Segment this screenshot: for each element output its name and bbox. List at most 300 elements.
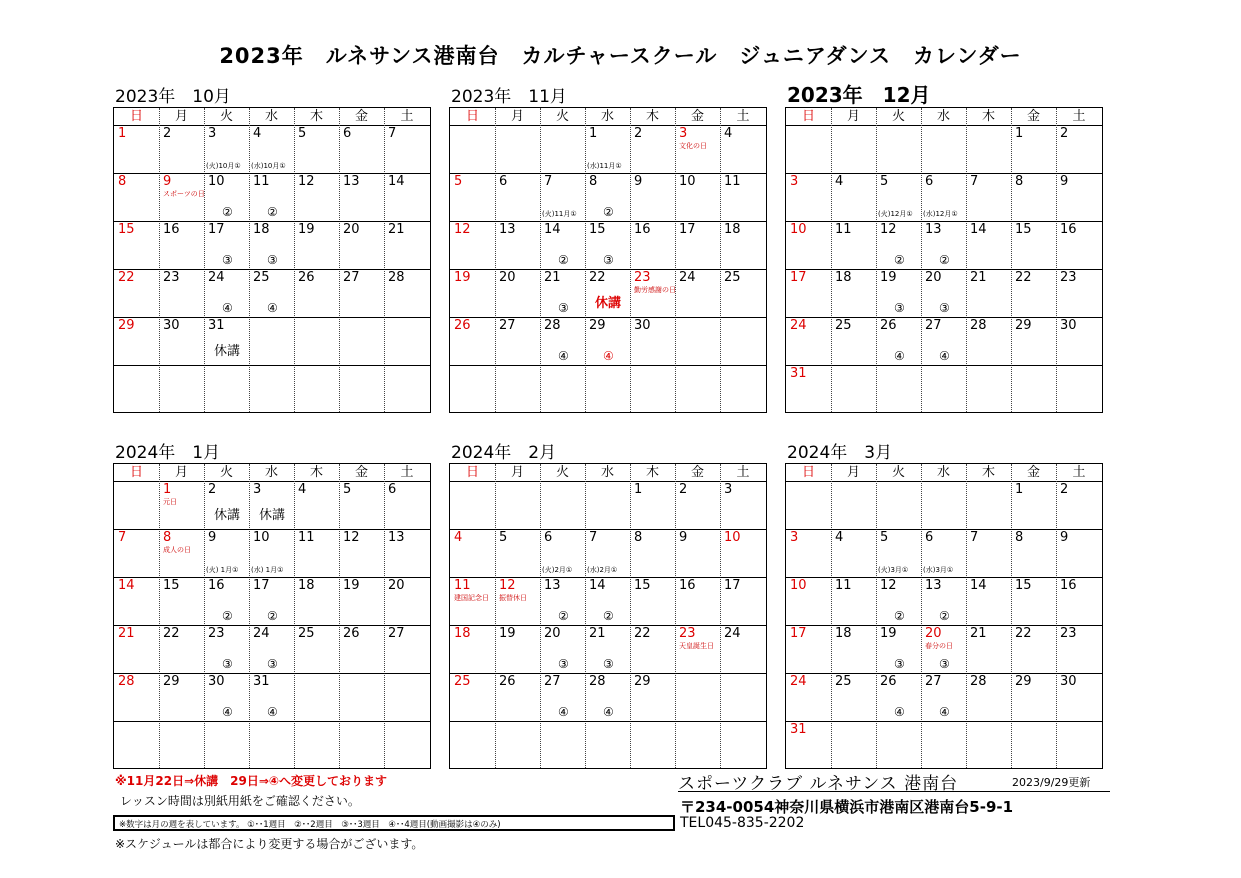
weekday-label: 土 — [400, 109, 414, 124]
day-number: 7 — [970, 530, 979, 545]
first-week-label: (水)3月① — [923, 566, 954, 574]
day-number: 14 — [970, 222, 987, 237]
holiday-label: スポーツの日 — [163, 190, 205, 198]
day-number: 30 — [634, 318, 651, 333]
day-cell — [159, 673, 204, 721]
week-number-mark: ③ — [558, 301, 569, 315]
day-cell — [339, 625, 384, 673]
day-cell — [495, 625, 540, 673]
weekday-label: 木 — [645, 465, 659, 480]
day-cell — [966, 221, 1011, 269]
day-cell — [786, 625, 831, 673]
day-cell — [114, 529, 159, 577]
day-number: 3 — [790, 530, 799, 545]
day-number: 11 — [835, 578, 852, 593]
day-cell — [966, 673, 1011, 721]
day-cell — [1056, 625, 1102, 673]
day-number: 8 — [118, 174, 127, 189]
week-number-mark: ④ — [894, 349, 905, 363]
week-number-mark: ④ — [558, 705, 569, 719]
day-cell — [876, 221, 921, 269]
week-number-mark: ④ — [939, 349, 950, 363]
day-number: 25 — [835, 674, 852, 689]
day-number: 12 — [880, 578, 897, 593]
day-number: 29 — [118, 318, 135, 333]
day-cell — [450, 577, 495, 625]
weekday-label: 金 — [1026, 465, 1040, 480]
day-number: 22 — [1015, 626, 1032, 641]
day-number: 8 — [634, 530, 643, 545]
day-cell — [249, 173, 294, 221]
day-number: 23 — [1060, 270, 1077, 285]
weekday-label: 木 — [981, 109, 995, 124]
weekday-label: 水 — [600, 109, 614, 124]
row-divider — [114, 721, 430, 722]
weekday-header — [786, 108, 1102, 126]
day-number: 3 — [790, 174, 799, 189]
day-cell — [294, 481, 339, 529]
day-number: 20 — [925, 626, 942, 641]
day-number: 2 — [163, 126, 172, 141]
day-number: 23 — [208, 626, 225, 641]
weekday-label: 木 — [309, 465, 323, 480]
day-cell — [786, 269, 831, 317]
day-number: 26 — [298, 270, 315, 285]
day-number: 28 — [544, 318, 561, 333]
month-calendar — [449, 463, 767, 769]
week-number-mark: ③ — [267, 657, 278, 671]
day-cell — [495, 221, 540, 269]
day-cell — [675, 173, 720, 221]
weekday-label: 金 — [690, 109, 704, 124]
day-number: 24 — [208, 270, 225, 285]
day-cell — [831, 221, 876, 269]
day-cell — [786, 317, 831, 365]
first-week-label: (火)12月① — [878, 210, 913, 218]
day-cell — [450, 673, 495, 721]
holiday-label: 天皇誕生日 — [679, 642, 714, 650]
day-number: 26 — [499, 674, 516, 689]
day-cell — [384, 577, 430, 625]
day-cell — [1056, 529, 1102, 577]
day-number: 15 — [1015, 578, 1032, 593]
day-number: 4 — [835, 530, 844, 545]
weekday-label: 日 — [801, 465, 815, 480]
day-number: 6 — [499, 174, 508, 189]
day-number: 19 — [880, 626, 897, 641]
day-cell — [159, 481, 204, 529]
day-number: 11 — [835, 222, 852, 237]
day-cell — [921, 577, 966, 625]
day-number: 13 — [925, 578, 942, 593]
day-number: 17 — [724, 578, 741, 593]
day-number: 5 — [880, 530, 889, 545]
day-cell — [204, 221, 249, 269]
week-number-mark: ③ — [222, 253, 233, 267]
day-number: 2 — [208, 482, 217, 497]
day-cell — [630, 529, 675, 577]
day-cell — [585, 577, 630, 625]
day-cell — [540, 673, 585, 721]
day-cell — [966, 577, 1011, 625]
day-cell — [540, 221, 585, 269]
weekday-label: 水 — [936, 465, 950, 480]
weekday-label: 日 — [801, 109, 815, 124]
day-cell — [921, 529, 966, 577]
day-number: 19 — [298, 222, 315, 237]
day-number: 12 — [454, 222, 471, 237]
day-cell — [630, 317, 675, 365]
month-title: 2024年 3月 — [787, 443, 893, 463]
holiday-label: 元日 — [163, 498, 177, 506]
day-cell — [585, 221, 630, 269]
closed-label: 休講 — [214, 508, 241, 523]
day-number: 27 — [388, 626, 405, 641]
day-cell — [585, 317, 630, 365]
change-notice: ※11月22日⇒休講 29日⇒④へ変更しております — [115, 774, 388, 788]
weekday-label: 月 — [846, 465, 860, 480]
day-number: 28 — [970, 318, 987, 333]
day-number: 16 — [1060, 578, 1077, 593]
first-week-label: (火)11月① — [542, 210, 577, 218]
day-number: 13 — [499, 222, 516, 237]
day-number: 10 — [208, 174, 225, 189]
day-cell — [876, 269, 921, 317]
row-divider — [114, 365, 430, 366]
week-number-mark: ③ — [894, 657, 905, 671]
week-number-mark: ② — [558, 253, 569, 267]
day-cell — [831, 317, 876, 365]
weekday-label: 水 — [600, 465, 614, 480]
day-cell — [450, 317, 495, 365]
day-cell — [921, 625, 966, 673]
day-cell — [630, 481, 675, 529]
day-cell — [966, 529, 1011, 577]
week-number-mark: ③ — [603, 253, 614, 267]
day-cell — [876, 673, 921, 721]
day-number: 22 — [589, 270, 606, 285]
week-number-mark: ③ — [267, 253, 278, 267]
day-cell — [675, 125, 720, 173]
day-number: 17 — [253, 578, 270, 593]
day-number: 1 — [1015, 482, 1024, 497]
day-number: 25 — [724, 270, 741, 285]
month-calendar — [785, 463, 1103, 769]
weekday-label: 月 — [510, 465, 524, 480]
week-number-mark: ② — [894, 253, 905, 267]
weekday-label: 水 — [936, 109, 950, 124]
club-name: スポーツクラブ ルネサンス 港南台 — [678, 774, 959, 794]
day-number: 28 — [118, 674, 135, 689]
holiday-label: 振替休日 — [499, 594, 527, 602]
day-number: 23 — [634, 270, 651, 285]
day-number: 27 — [544, 674, 561, 689]
day-number: 10 — [253, 530, 270, 545]
day-number: 30 — [1060, 674, 1077, 689]
day-cell — [294, 221, 339, 269]
day-cell — [1011, 529, 1056, 577]
weekday-label: 火 — [891, 109, 905, 124]
day-cell — [921, 269, 966, 317]
day-number: 12 — [343, 530, 360, 545]
day-number: 5 — [880, 174, 889, 189]
day-number: 30 — [1060, 318, 1077, 333]
day-cell — [720, 125, 766, 173]
week-number-mark: ② — [894, 609, 905, 623]
day-cell — [831, 529, 876, 577]
day-number: 20 — [388, 578, 405, 593]
day-number: 21 — [970, 270, 987, 285]
weekday-header — [114, 108, 430, 126]
day-number: 19 — [880, 270, 897, 285]
day-cell — [450, 529, 495, 577]
day-cell — [450, 625, 495, 673]
day-number: 18 — [298, 578, 315, 593]
day-number: 21 — [970, 626, 987, 641]
day-cell — [159, 529, 204, 577]
week-number-mark: ③ — [894, 301, 905, 315]
day-cell — [114, 221, 159, 269]
day-cell — [204, 173, 249, 221]
day-cell — [786, 221, 831, 269]
day-cell — [114, 173, 159, 221]
day-cell — [966, 173, 1011, 221]
day-cell — [204, 125, 249, 173]
holiday-label: 成人の日 — [163, 546, 191, 554]
day-number: 29 — [634, 674, 651, 689]
day-cell — [450, 269, 495, 317]
day-cell — [1056, 577, 1102, 625]
day-number: 27 — [499, 318, 516, 333]
day-cell — [675, 481, 720, 529]
day-number: 9 — [1060, 530, 1069, 545]
day-cell — [540, 173, 585, 221]
day-cell — [339, 269, 384, 317]
day-cell — [630, 577, 675, 625]
day-number: 27 — [343, 270, 360, 285]
day-number: 14 — [544, 222, 561, 237]
weekday-label: 土 — [1072, 465, 1086, 480]
day-cell — [294, 125, 339, 173]
day-number: 9 — [634, 174, 643, 189]
day-cell — [339, 577, 384, 625]
day-number: 23 — [163, 270, 180, 285]
first-week-label: (火)10月① — [206, 162, 241, 170]
day-cell — [966, 317, 1011, 365]
day-cell — [540, 317, 585, 365]
day-number: 10 — [790, 222, 807, 237]
day-number: 1 — [163, 482, 172, 497]
day-cell — [159, 317, 204, 365]
day-number: 25 — [253, 270, 270, 285]
day-number: 14 — [388, 174, 405, 189]
day-cell — [249, 673, 294, 721]
day-number: 3 — [724, 482, 733, 497]
week-number-mark: ④ — [222, 705, 233, 719]
day-number: 18 — [253, 222, 270, 237]
day-number: 5 — [343, 482, 352, 497]
day-number: 5 — [499, 530, 508, 545]
day-cell — [630, 173, 675, 221]
day-cell — [114, 317, 159, 365]
day-cell — [339, 481, 384, 529]
weekday-label: 火 — [555, 465, 569, 480]
month-calendar — [785, 107, 1103, 413]
day-cell — [159, 269, 204, 317]
weekday-label: 金 — [690, 465, 704, 480]
weekday-header — [114, 464, 430, 482]
day-number: 19 — [343, 578, 360, 593]
day-number: 14 — [970, 578, 987, 593]
lesson-time-note: レッスン時間は別紙用紙をご確認ください。 — [120, 794, 360, 808]
day-cell — [114, 269, 159, 317]
week-number-mark: ③ — [939, 301, 950, 315]
day-number: 13 — [388, 530, 405, 545]
day-cell — [384, 625, 430, 673]
weekday-label: 月 — [510, 109, 524, 124]
month-title: 2023年 10月 — [115, 87, 231, 107]
day-cell — [786, 577, 831, 625]
day-cell — [159, 173, 204, 221]
schedule-change-note: ※スケジュールは都合により変更する場合がございます。 — [115, 837, 424, 851]
day-number: 2 — [1060, 482, 1069, 497]
day-number: 30 — [208, 674, 225, 689]
day-cell — [585, 173, 630, 221]
day-cell — [630, 673, 675, 721]
day-cell — [1056, 269, 1102, 317]
week-number-mark: ② — [558, 609, 569, 623]
weekday-header — [450, 464, 766, 482]
day-cell — [204, 529, 249, 577]
weekday-header — [450, 108, 766, 126]
day-cell — [1056, 481, 1102, 529]
day-cell — [1011, 125, 1056, 173]
weekday-label: 水 — [264, 109, 278, 124]
day-cell — [786, 365, 831, 413]
day-number: 10 — [724, 530, 741, 545]
day-cell — [1011, 625, 1056, 673]
day-cell — [786, 529, 831, 577]
day-number: 21 — [589, 626, 606, 641]
weekday-label: 火 — [219, 465, 233, 480]
day-number: 29 — [163, 674, 180, 689]
weekday-label: 土 — [400, 465, 414, 480]
day-number: 19 — [499, 626, 516, 641]
day-cell — [294, 625, 339, 673]
month-title: 2024年 2月 — [451, 443, 557, 463]
day-number: 24 — [790, 674, 807, 689]
day-number: 7 — [970, 174, 979, 189]
day-number: 26 — [343, 626, 360, 641]
day-cell — [159, 577, 204, 625]
day-number: 27 — [925, 318, 942, 333]
week-number-mark: ④ — [558, 349, 569, 363]
first-week-label: (火)3月① — [878, 566, 909, 574]
day-cell — [720, 173, 766, 221]
week-number-mark: ③ — [939, 657, 950, 671]
day-cell — [675, 221, 720, 269]
month-title: 2023年 12月 — [787, 83, 931, 107]
week-number-mark: ④ — [603, 349, 614, 363]
day-cell — [249, 269, 294, 317]
day-number: 3 — [679, 126, 688, 141]
month-title: 2024年 1月 — [115, 443, 221, 463]
day-cell — [630, 125, 675, 173]
day-number: 22 — [163, 626, 180, 641]
day-cell — [585, 673, 630, 721]
day-number: 20 — [343, 222, 360, 237]
day-number: 27 — [925, 674, 942, 689]
day-number: 7 — [118, 530, 127, 545]
day-number: 15 — [163, 578, 180, 593]
day-number: 28 — [388, 270, 405, 285]
first-week-label: (水) 1月① — [251, 566, 284, 574]
day-cell — [384, 125, 430, 173]
day-number: 31 — [790, 722, 807, 737]
day-cell — [249, 125, 294, 173]
day-cell — [204, 317, 249, 365]
day-number: 16 — [163, 222, 180, 237]
first-week-label: (火)2月① — [542, 566, 573, 574]
weekday-label: 日 — [129, 465, 143, 480]
day-cell — [1011, 317, 1056, 365]
day-cell — [876, 625, 921, 673]
day-cell — [831, 673, 876, 721]
day-number: 3 — [253, 482, 262, 497]
day-number: 6 — [343, 126, 352, 141]
day-number: 20 — [925, 270, 942, 285]
week-number-mark: ② — [222, 205, 233, 219]
updated-date: 2023/9/29更新 — [1012, 776, 1091, 789]
day-number: 4 — [724, 126, 733, 141]
day-number: 26 — [454, 318, 471, 333]
day-cell — [831, 173, 876, 221]
day-number: 8 — [163, 530, 172, 545]
week-number-mark: ③ — [222, 657, 233, 671]
day-number: 8 — [589, 174, 598, 189]
day-cell — [921, 673, 966, 721]
day-number: 17 — [208, 222, 225, 237]
day-cell — [540, 269, 585, 317]
day-number: 1 — [1015, 126, 1024, 141]
day-number: 6 — [544, 530, 553, 545]
closed-label: 休講 — [214, 344, 241, 359]
weekday-label: 金 — [1026, 109, 1040, 124]
day-cell — [159, 625, 204, 673]
week-number-mark: ④ — [222, 301, 233, 315]
day-number: 30 — [163, 318, 180, 333]
day-number: 1 — [589, 126, 598, 141]
day-number: 15 — [589, 222, 606, 237]
day-number: 7 — [589, 530, 598, 545]
day-number: 22 — [634, 626, 651, 641]
day-number: 15 — [634, 578, 651, 593]
week-number-mark: ③ — [603, 657, 614, 671]
day-number: 9 — [163, 174, 172, 189]
weekday-label: 木 — [309, 109, 323, 124]
row-divider — [450, 365, 766, 366]
day-cell — [720, 529, 766, 577]
day-number: 23 — [1060, 626, 1077, 641]
closed-label: 休講 — [259, 508, 286, 523]
day-number: 7 — [544, 174, 553, 189]
day-cell — [585, 125, 630, 173]
day-cell — [876, 529, 921, 577]
week-number-mark: ④ — [267, 301, 278, 315]
day-cell — [249, 529, 294, 577]
day-cell — [720, 577, 766, 625]
day-number: 5 — [454, 174, 463, 189]
